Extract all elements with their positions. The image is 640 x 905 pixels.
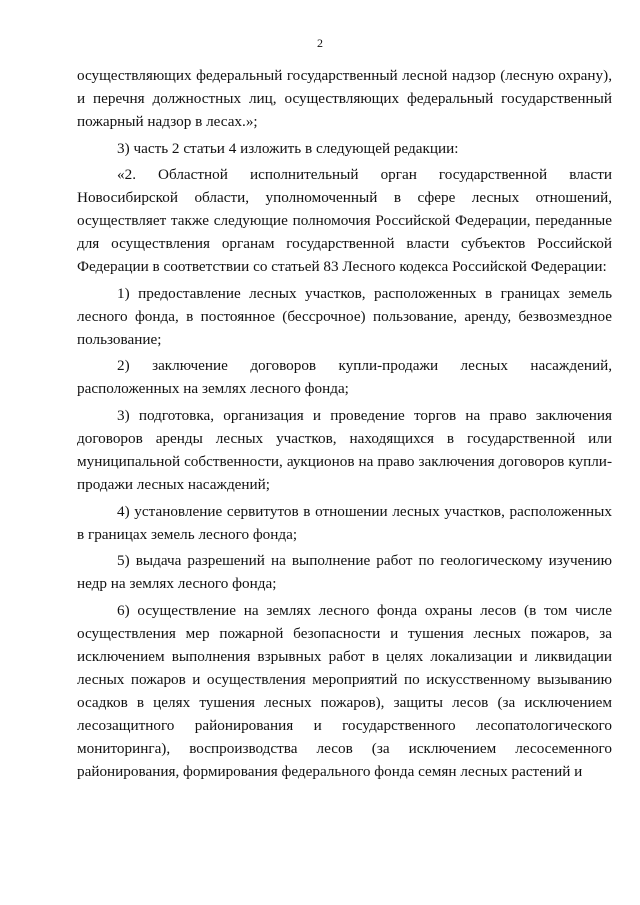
page-number: 2	[317, 36, 323, 50]
list-item-3: 3) подготовка, организация и проведение торгов на право заключения договоров аренды лесных участков, находящихся в государственной или муниципальной собственности, аукционов на право заключения договоров купли-продажи лесных насаждений;	[77, 406, 612, 493]
list-item-6: 6) осуществление на землях лесного фонда охраны лесов (в том числе осуществления мер пожарной безопасности и тушения лесных пожаров, за исключением выполнения взрывных работ в целях локализации и ликвидации лесных пожаров и осуществления мероприятий по искусственному вызыванию осадков в целях тушения лесных пожаров), защиты лесов (за исключением лесозащитного районирования и государственного лесопатологического мониторинга), воспроизводства лесов (за исключением лесосеменного районирования, формирования федерального фонда семян лесных растений и	[77, 601, 612, 780]
paragraph-continuation: осуществляющих федеральный государственный лесной надзор (лесную охрану), и перечня должностных лиц, осуществляющих федеральный государственный пожарный надзор в лесах.»;	[77, 67, 612, 130]
paragraph-clause-2: «2. Областной исполнительный орган государственной власти Новосибирской области, уполномоченный в сфере лесных отношений, осуществляет также следующие полномочия Российской Федерации, переданные для осуществления органам государственной власти субъектов Российской Федерации в соответствии со статьей 83 Лесного кодекса Российской Федерации:	[77, 166, 612, 276]
list-item-5: 5) выдача разрешений на выполнение работ по геологическому изучению недр на землях лесного фонда;	[77, 552, 612, 593]
list-item-2: 2) заключение договоров купли-продажи лесных насаждений, расположенных на землях лесного фонда;	[77, 357, 612, 398]
paragraph-amendment-item-3: 3) часть 2 статьи 4 изложить в следующей редакции:	[117, 139, 459, 157]
document-body	[77, 64, 612, 786]
list-item-4: 4) установление сервитутов в отношении лесных участков, расположенных в границах земель лесного фонда;	[77, 502, 612, 543]
list-item-1: 1) предоставление лесных участков, расположенных в границах земель лесного фонда, в постоянное (бессрочное) пользование, аренду, безвозмездное пользование;	[77, 284, 612, 348]
